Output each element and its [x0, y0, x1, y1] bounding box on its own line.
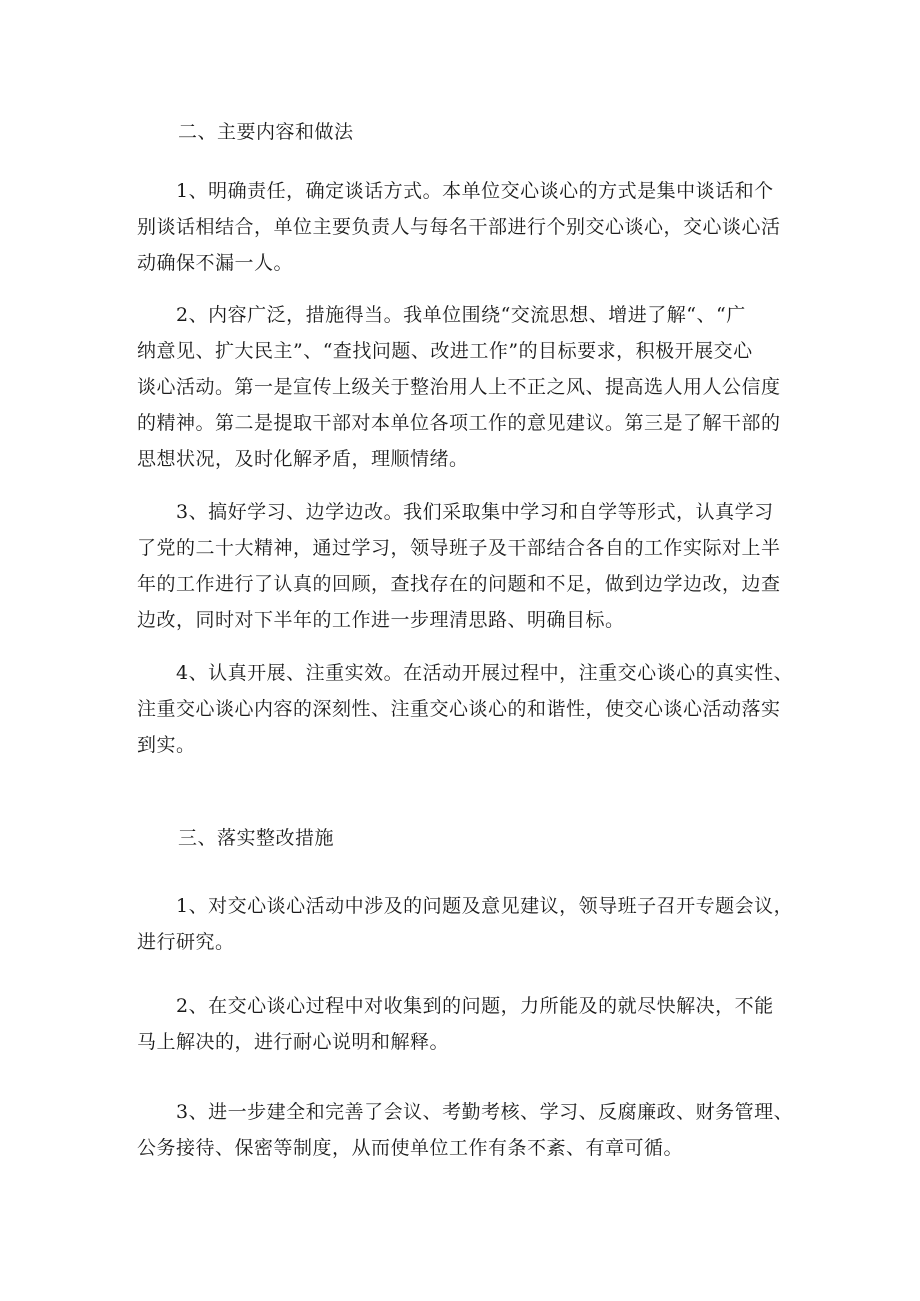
paragraph-3-1 [137, 888, 792, 960]
paragraph-line: 别谈话相结合，单位主要负责人与每名干部进行个别交心谈心，交心谈心活 [137, 216, 781, 238]
paragraph-line: 公务接待、保密等制度，从而使单位工作有条不紊、有章可循。 [137, 1137, 684, 1159]
paragraph-line: 2、在交心谈心过程中对收集到的问题，力所能及的就尽快解决，不能 [176, 995, 774, 1017]
paragraph-line: 年的工作进行了认真的回顾，查找存在的问题和不足，做到边学边改，边查 [137, 573, 781, 595]
paragraph-line: 马上解决的，进行耐心说明和解释。 [137, 1031, 450, 1053]
paragraph-2-1 [137, 173, 792, 281]
paragraph-3-3 [137, 1094, 792, 1166]
paragraph-line: 动确保不漏一人。 [137, 252, 294, 274]
paragraph-line: 注重交心谈心内容的深刻性、注重交心谈心的和谐性，使交心谈心活动落实 [137, 698, 781, 720]
paragraph-line: 3、搞好学习、边学边改。我们采取集中学习和自学等形式，认真学习 [176, 501, 774, 523]
paragraph-line: 4、认真开展、注重实效。在活动开展过程中，注重交心谈心的真实性、 [176, 662, 794, 684]
section-heading-2: 二、主要内容和做法 [178, 121, 354, 143]
paragraph-3-2 [137, 988, 792, 1060]
paragraph-line: 1、明确责任，确定谈话方式。本单位交心谈心的方式是集中谈话和个 [176, 180, 774, 202]
paragraph-line: 纳意见、扩大民主”、“查找问题、改进工作”的目标要求，积极开展交心 [137, 340, 753, 362]
paragraph-line: 边改，同时对下半年的工作进一步理清思路、明确目标。 [137, 609, 625, 631]
paragraph-line: 了党的二十大精神，通过学习，领导班子及干部结合各自的工作实际对上半 [137, 537, 781, 559]
paragraph-line: 3、进一步建全和完善了会议、考勤考核、学习、反腐廉政、财务管理、 [176, 1101, 794, 1123]
paragraph-line: 到实。 [137, 734, 196, 756]
section-heading-3: 三、落实整改措施 [178, 827, 335, 849]
paragraph-line: 1、对交心谈心活动中涉及的问题及意见建议，领导班子召开专题会议， [176, 895, 794, 917]
paragraph-2-4 [137, 655, 792, 763]
paragraph-line: 的精神。第二是提取干部对本单位各项工作的意见建议。第三是了解干部的 [137, 412, 781, 434]
paragraph-2-3 [137, 494, 792, 638]
paragraph-line: 思想状况，及时化解矛盾，理顺情绪。 [137, 448, 469, 470]
paragraph-2-2 [137, 297, 792, 477]
paragraph-line: 谈心活动。第一是宣传上级关于整治用人上不正之风、提高选人用人公信度 [137, 376, 781, 398]
paragraph-line: 进行研究。 [137, 931, 235, 953]
paragraph-line: 2、内容广泛，措施得当。我单位围绕“交流思想、增进了解“、“广 [176, 304, 746, 326]
